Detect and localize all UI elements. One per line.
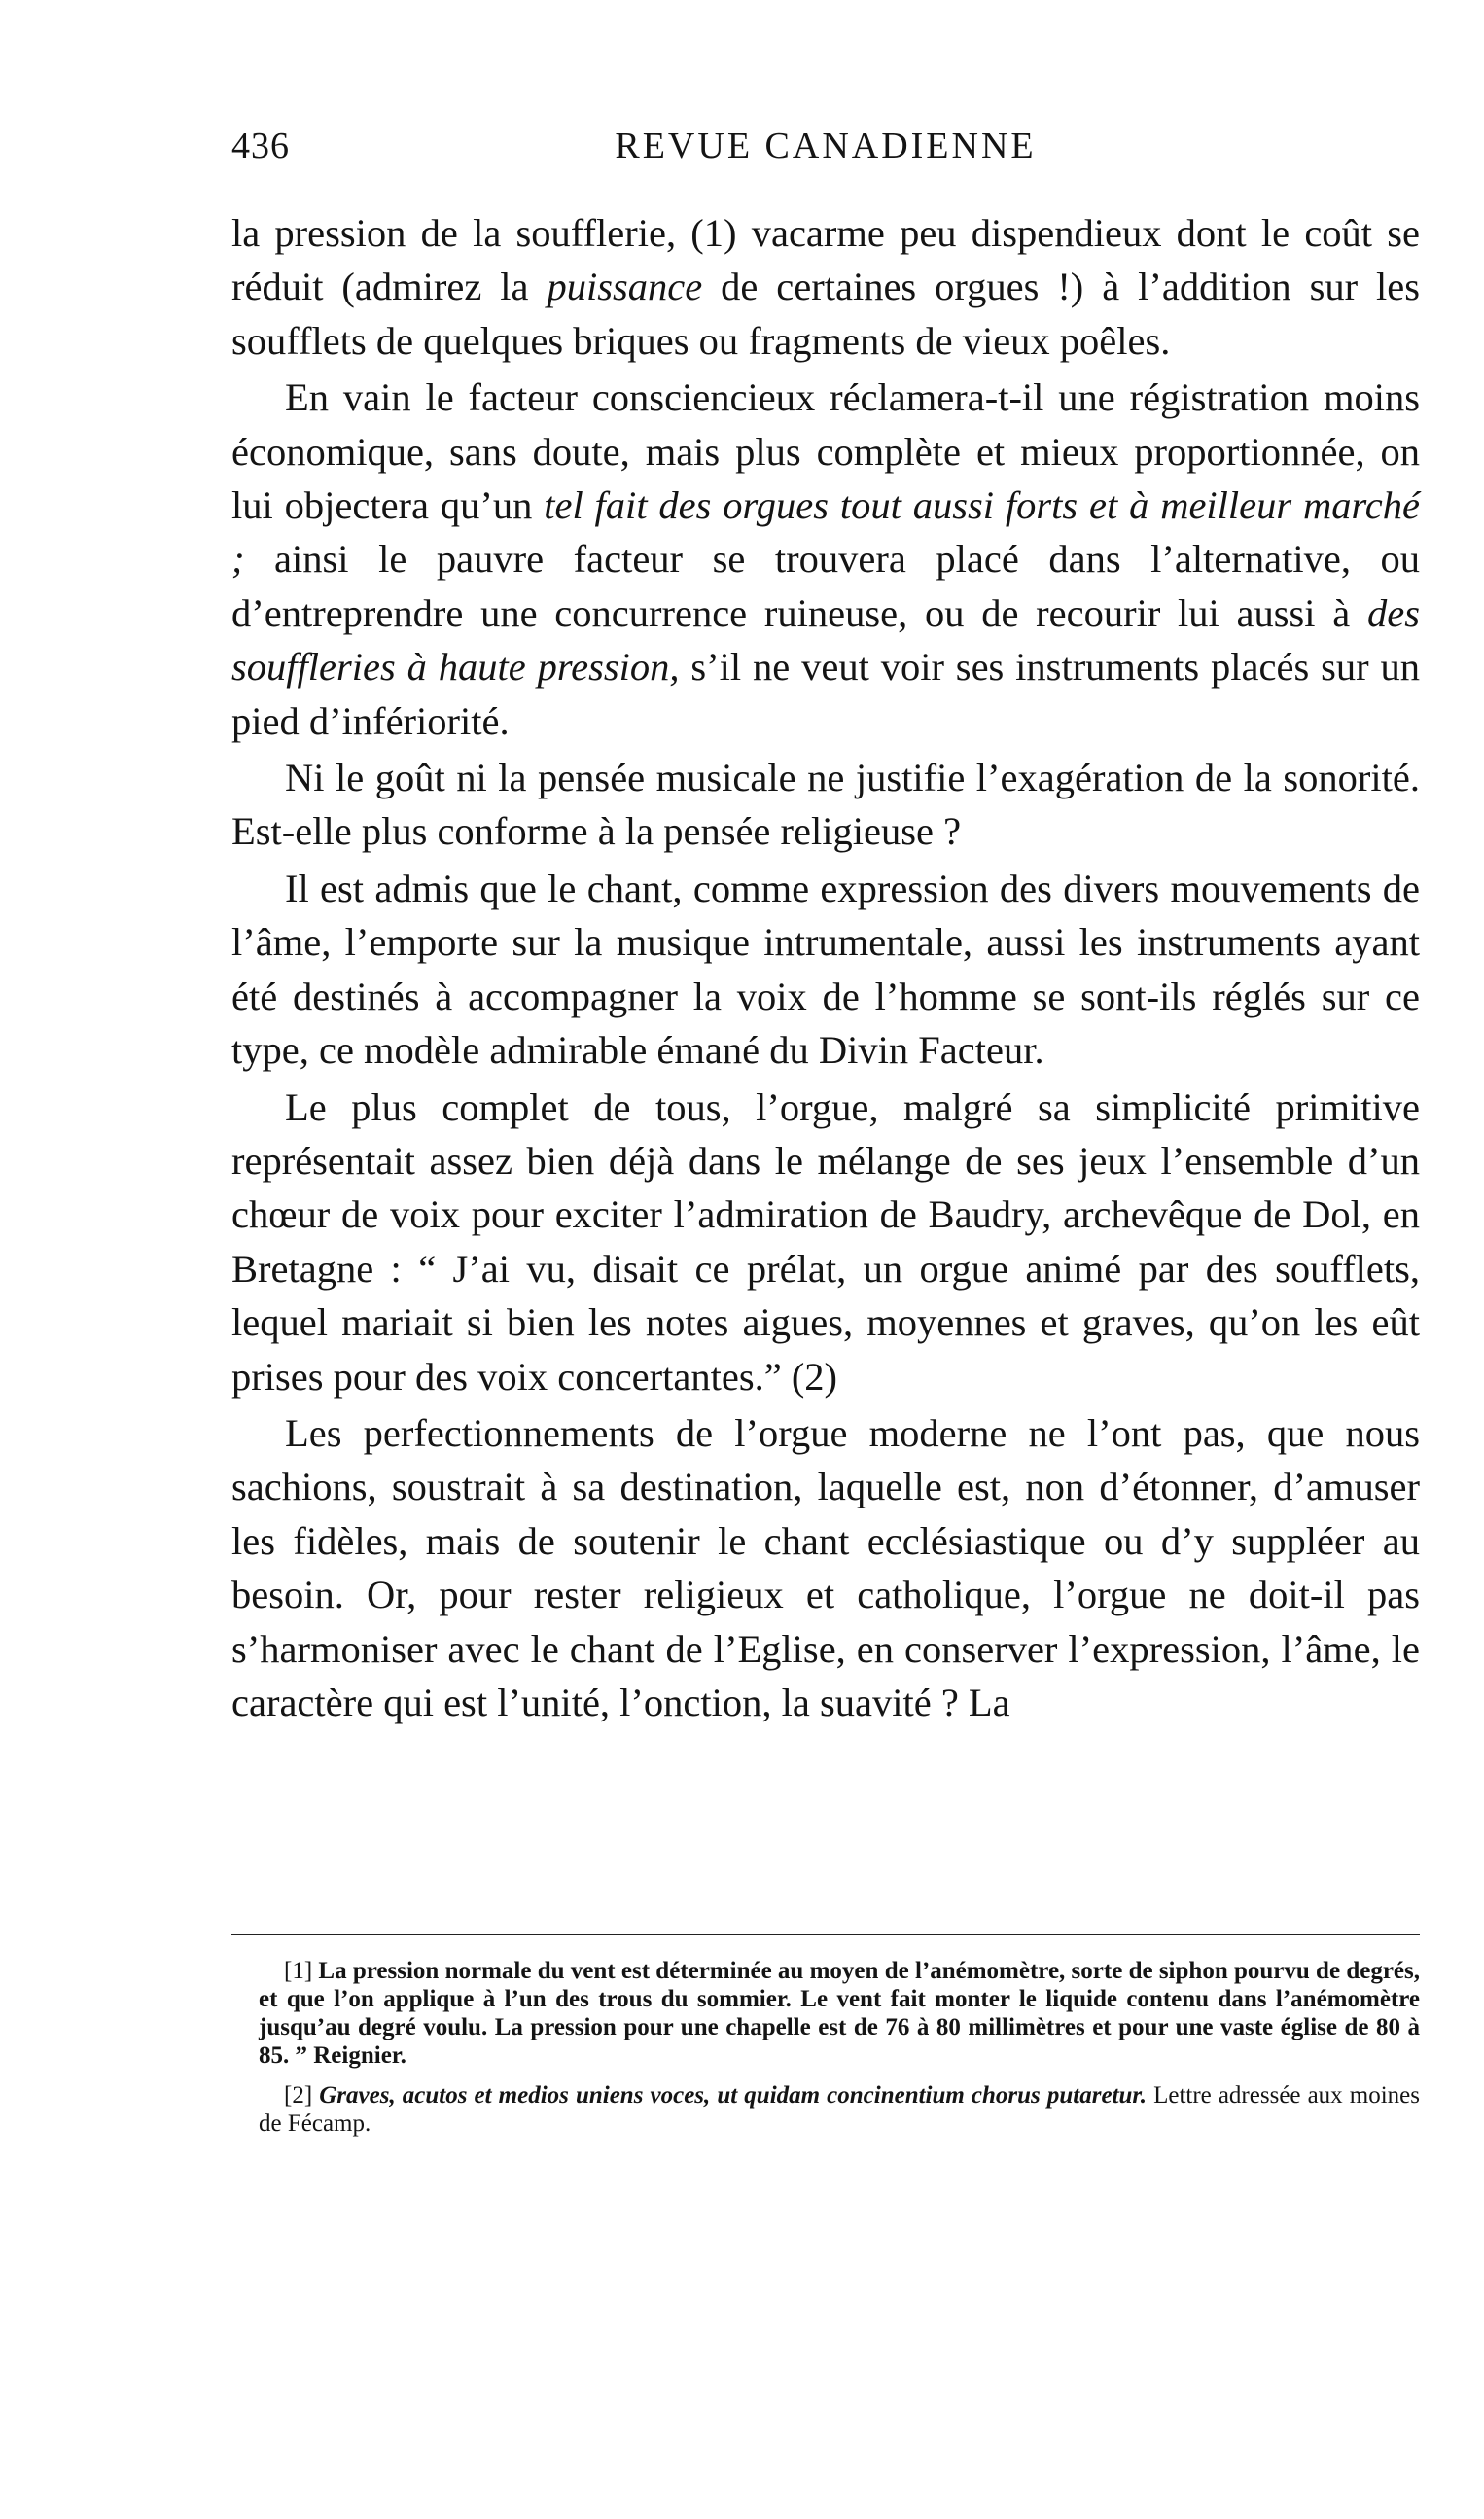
body-text bbox=[231, 206, 1420, 1729]
footnote-2-latin: Graves, acutos et medios uniens voces, ut quidam concinentium chorus putaretur. bbox=[312, 2082, 1147, 2109]
journal-title: REVUE CANADIENNE bbox=[615, 125, 1037, 166]
emphasis-quote-2: des souffleries à haute pression, bbox=[231, 590, 1420, 690]
footnotes bbox=[259, 1957, 1420, 2138]
running-head bbox=[231, 124, 1420, 183]
footnote-2-text: Lettre adressée aux moines de Fécamp. bbox=[259, 2082, 1420, 2137]
footnote-1-text: La pression normale du vent est déterminée au moyen de l’anémomètre, sorte de siphon pourvu de degrés, et que l’on applique à l’un des trous du sommier. Le vent fait monter le liquide contenu dans l’anémomètre jusqu’au degré voulu. La pression pour une chapelle est de 76 à 80 millimètres et pour une vaste église de 80 à 85. ” Reignier. bbox=[259, 1958, 1420, 2069]
page-number: 436 bbox=[231, 125, 290, 166]
emphasis-quote-1: tel fait des orgues tout aussi forts et à meilleur marché ; bbox=[231, 483, 1420, 582]
footnote-2 bbox=[259, 2081, 1420, 2138]
paragraph-2: En vain le facteur consciencieux réclamera-t-il une régistration moins économique, sans doute, mais plus complète et mieux proportionnée, on lui objectera qu’un tel fait des orgues tout aussi forts et à meilleur marché ; ainsi le pauvre facteur se trouvera placé dans l’alternative, ou d’entreprendre une concurrence ruineuse, ou de recourir lui aussi à des souffleries à haute pression, s’il ne veut voir ses instruments placés sur un pied d’infériorité. bbox=[231, 375, 1420, 743]
paragraph-4: Il est admis que le chant, comme expression des divers mouvements de l’âme, l’emporte sur la musique intrumentale, aussi les instruments ayant été destinés à accompagner la voix de l’homme se sont-ils réglés sur ce type, ce modèle admirable émané du Divin Facteur. bbox=[231, 866, 1420, 1073]
paragraph-3: Ni le goût ni la pensée musicale ne justifie l’exagération de la sonorité. Est-elle plus conforme à la pensée religieuse ? bbox=[231, 756, 1420, 854]
paragraph-6: Les perfectionnements de l’orgue moderne ne l’ont pas, que nous sachions, soustrait à sa destination, laquelle est, non d’étonner, d’amuser les fidèles, mais de soutenir le chant ecclésiastique ou d’y suppléer au besoin. Or, pour rester religieux et catholique, l’orgue ne doit-il pas s’harmoniser avec le chant de l’Eglise, en conserver l’expression, l’âme, le caractère qui est l’unité, l’onction, la suavité ? La bbox=[231, 1410, 1420, 1724]
footnote-2-marker: [2] bbox=[284, 2082, 313, 2109]
footnote-divider bbox=[231, 1934, 1420, 1935]
footnote-1-marker: [1] bbox=[284, 1958, 313, 1984]
paragraph-5: Le plus complet de tous, l’orgue, malgré sa simplicité primitive représentait assez bien déjà dans le mélange de ses jeux l’ensemble d’un chœur de voix pour exciter l’admiration de Baudry, archevêque de Dol, en Bretagne : “ J’ai vu, disait ce prélat, un orgue animé par des soufflets, lequel mariait si bien les notes aigues, moyennes et graves, qu’on les eût prises pour des voix concertantes.” (2) bbox=[231, 1084, 1420, 1399]
emphasis-puissance: puissance bbox=[547, 265, 703, 309]
book-page bbox=[231, 0, 1420, 2519]
footnote-1 bbox=[259, 1957, 1420, 2070]
paragraph-1: la pression de la soufflerie, (1) vacarme peu dispendieux dont le coût se réduit (admirez la puissance de certaines orgues !) à l’addition sur les soufflets de quelques briques ou fragments de vieux poêles. bbox=[231, 211, 1420, 363]
